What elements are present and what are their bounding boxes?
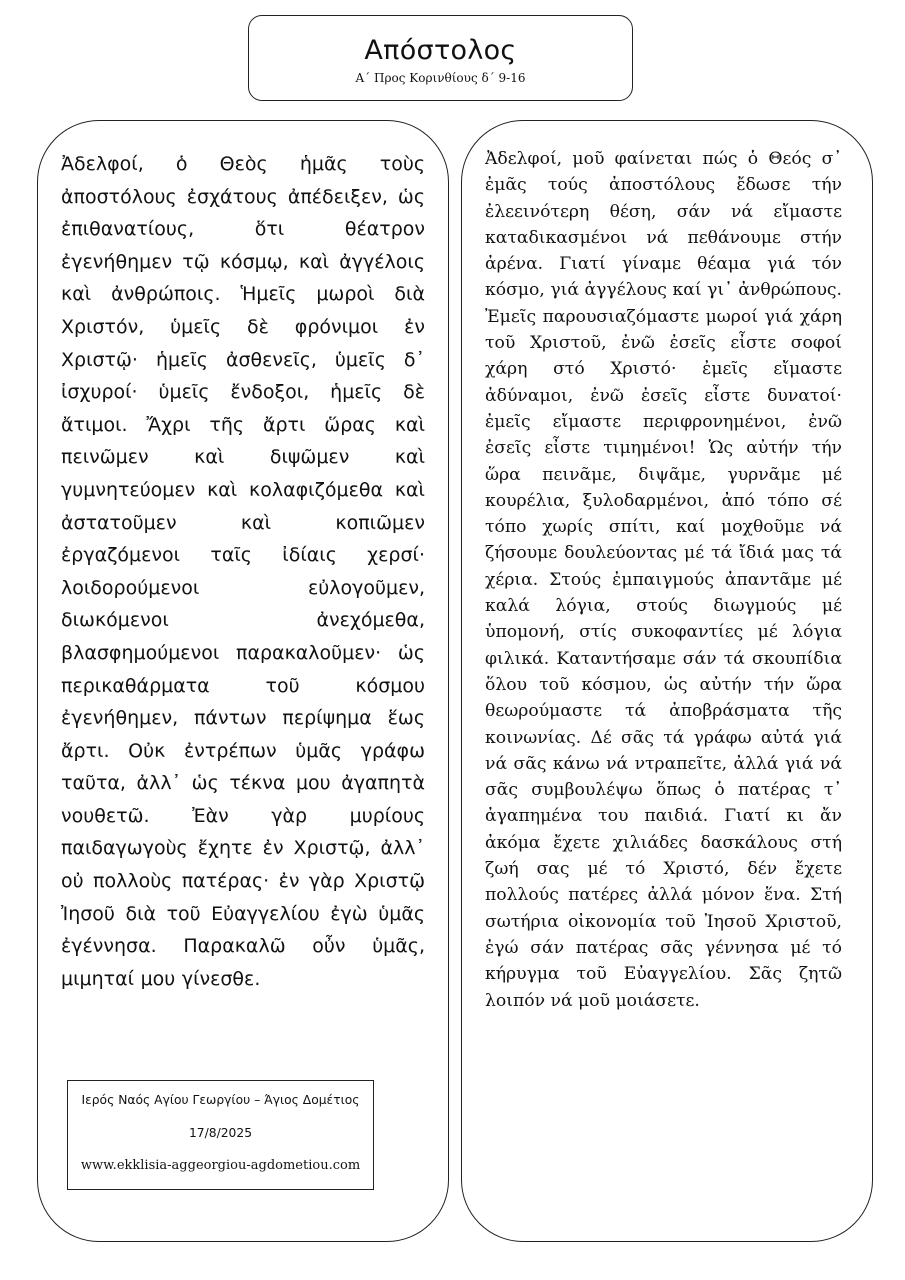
title-box: [248, 15, 633, 101]
translation-text: Ἀδελφοί, μοῦ φαίνεται πώς ὁ Θεός σ᾿ ἐμᾶς τούς ἀποστόλους ἔδωσε τήν ἐλεεινότερη θέση, σάν νά εἴμαστε καταδικασμένοι νά πεθάνουμε στήν ἀρένα. Γιατί γίναμε θέαμα γιά τόν κόσμο, γιά ἀγγέλους καί γι᾿ ἀνθρώπους. Ἐμεῖς παρουσιαζόμαστε μωροί γιά χάρη τοῦ Χριστοῦ, ἐνῶ ἐσεῖς εἶστε σοφοί χάρη στό Χριστό· ἐμεῖς εἴμαστε ἀδύναμοι, ἐνῶ ἐσεῖς εἶστε δυνατοί· ἐμεῖς εἴμαστε περιφρονημένοι, ἐνῶ ἐσεῖς εἶστε τιμημένοι! Ὡς αὐτήν τήν ὥρα πεινᾶμε, διψᾶμε, γυρνᾶμε μέ κουρέλια, ξυλοδαρμένοι, ἀπό τόπο σέ τόπο χωρίς σπίτι, καί μοχθοῦμε νά ζήσουμε δουλεύοντας μέ τά ἴδιά μας τά χέρια. Στούς ἐμπαιγμούς ἀπαντᾶμε μέ καλά λόγια, στούς διωγμούς μέ ὑπομονή, στίς συκοφαντίες μέ λόγια φιλικά. Καταντήσαμε σάν τά σκουπίδια ὅλου τοῦ κόσμου, ὡς αὐτήν τήν ὥρα θεωρούμαστε τά ἀποβράσματα τῆς κοινωνίας. Δέ σᾶς τά γράφω αὐτά γιά νά σᾶς κάνω νά ντραπεῖτε, ἀλλά γιά νά σᾶς συμβουλέψω ὅπως ὁ πατέρας τ᾿ ἀγαπημένα του παιδιά. Γιατί κι ἄν ἀκόμα ἔχετε χιλιάδες δασκάλους στή ζωή σας μέ τό Χριστό, δέν ἔχετε πολλούς πατέρες ἀλλά μόνον ἕνα. Στή σωτήρια οἰκονομία τοῦ Ἰησοῦ Χριστοῦ, ἐγώ σάν πατέρας σᾶς γέννησα μέ τό κήρυγμα τοῦ Εὐαγγελίου. Σᾶς ζητῶ λοιπόν νά μοῦ μοιάσετε.: [485, 149, 842, 1011]
original-text: Ἀδελφοί, ὁ Θεὸς ἡμᾶς τοὺς ἀποστόλους ἐσχάτους ἀπέδειξεν, ὡς ἐπιθανατίους, ὅτι θέατρον ἐγενήθημεν τῷ κόσμῳ, καὶ ἀγγέλοις καὶ ἀνθρώποις. Ἡμεῖς μωροὶ διὰ Χριστόν, ὑμεῖς δὲ φρόνιμοι ἐν Χριστῷ· ἡμεῖς ἀσθενεῖς, ὑμεῖς δ᾿ ἰσχυροί· ὑμεῖς ἔνδοξοι, ἡμεῖς δὲ ἄτιμοι. Ἄχρι τῆς ἄρτι ὥρας καὶ πεινῶμεν καὶ διψῶμεν καὶ γυμνητεύομεν καὶ κολαφιζόμεθα καὶ ἀστατοῦμεν καὶ κοπιῶμεν ἐργαζόμενοι ταῖς ἰδίαις χερσί· λοιδορούμενοι εὐλογοῦμεν, διωκόμενοι ἀνεχόμεθα, βλασφημούμενοι παρακαλοῦμεν· ὡς περικαθάρματα τοῦ κόσμου ἐγενήθημεν, πάντων περίψημα ἕως ἄρτι. Οὐκ ἐντρέπων ὑμᾶς γράφω ταῦτα, ἀλλ᾿ ὡς τέκνα μου ἀγαπητὰ νουθετῶ. Ἐὰν γὰρ μυρίους παιδαγωγοὺς ἔχητε ἐν Χριστῷ, ἀλλ᾿ οὐ πολλοὺς πατέρας· ἐν γὰρ Χριστῷ Ἰησοῦ διὰ τοῦ Εὐαγγελίου ἐγὼ ὑμᾶς ἐγέννησα. Παρακαλῶ οὖν ὑμᾶς, μιμηταί μου γίνεσθε.: [61, 153, 425, 990]
page-title: Απόστολος: [364, 35, 517, 66]
service-date: 17/8/2025: [188, 1126, 253, 1140]
parish-name: Ιερός Ναός Αγίου Γεωργίου – Άγιος Δομέτιος: [81, 1093, 360, 1107]
reading-reference: Α΄ Προς Κορινθίους δ΄ 9-16: [355, 71, 526, 85]
website-url: www.ekklisia-aggeorgiou-agdometiou.com: [80, 1158, 361, 1173]
parish-info-box: [67, 1080, 374, 1190]
